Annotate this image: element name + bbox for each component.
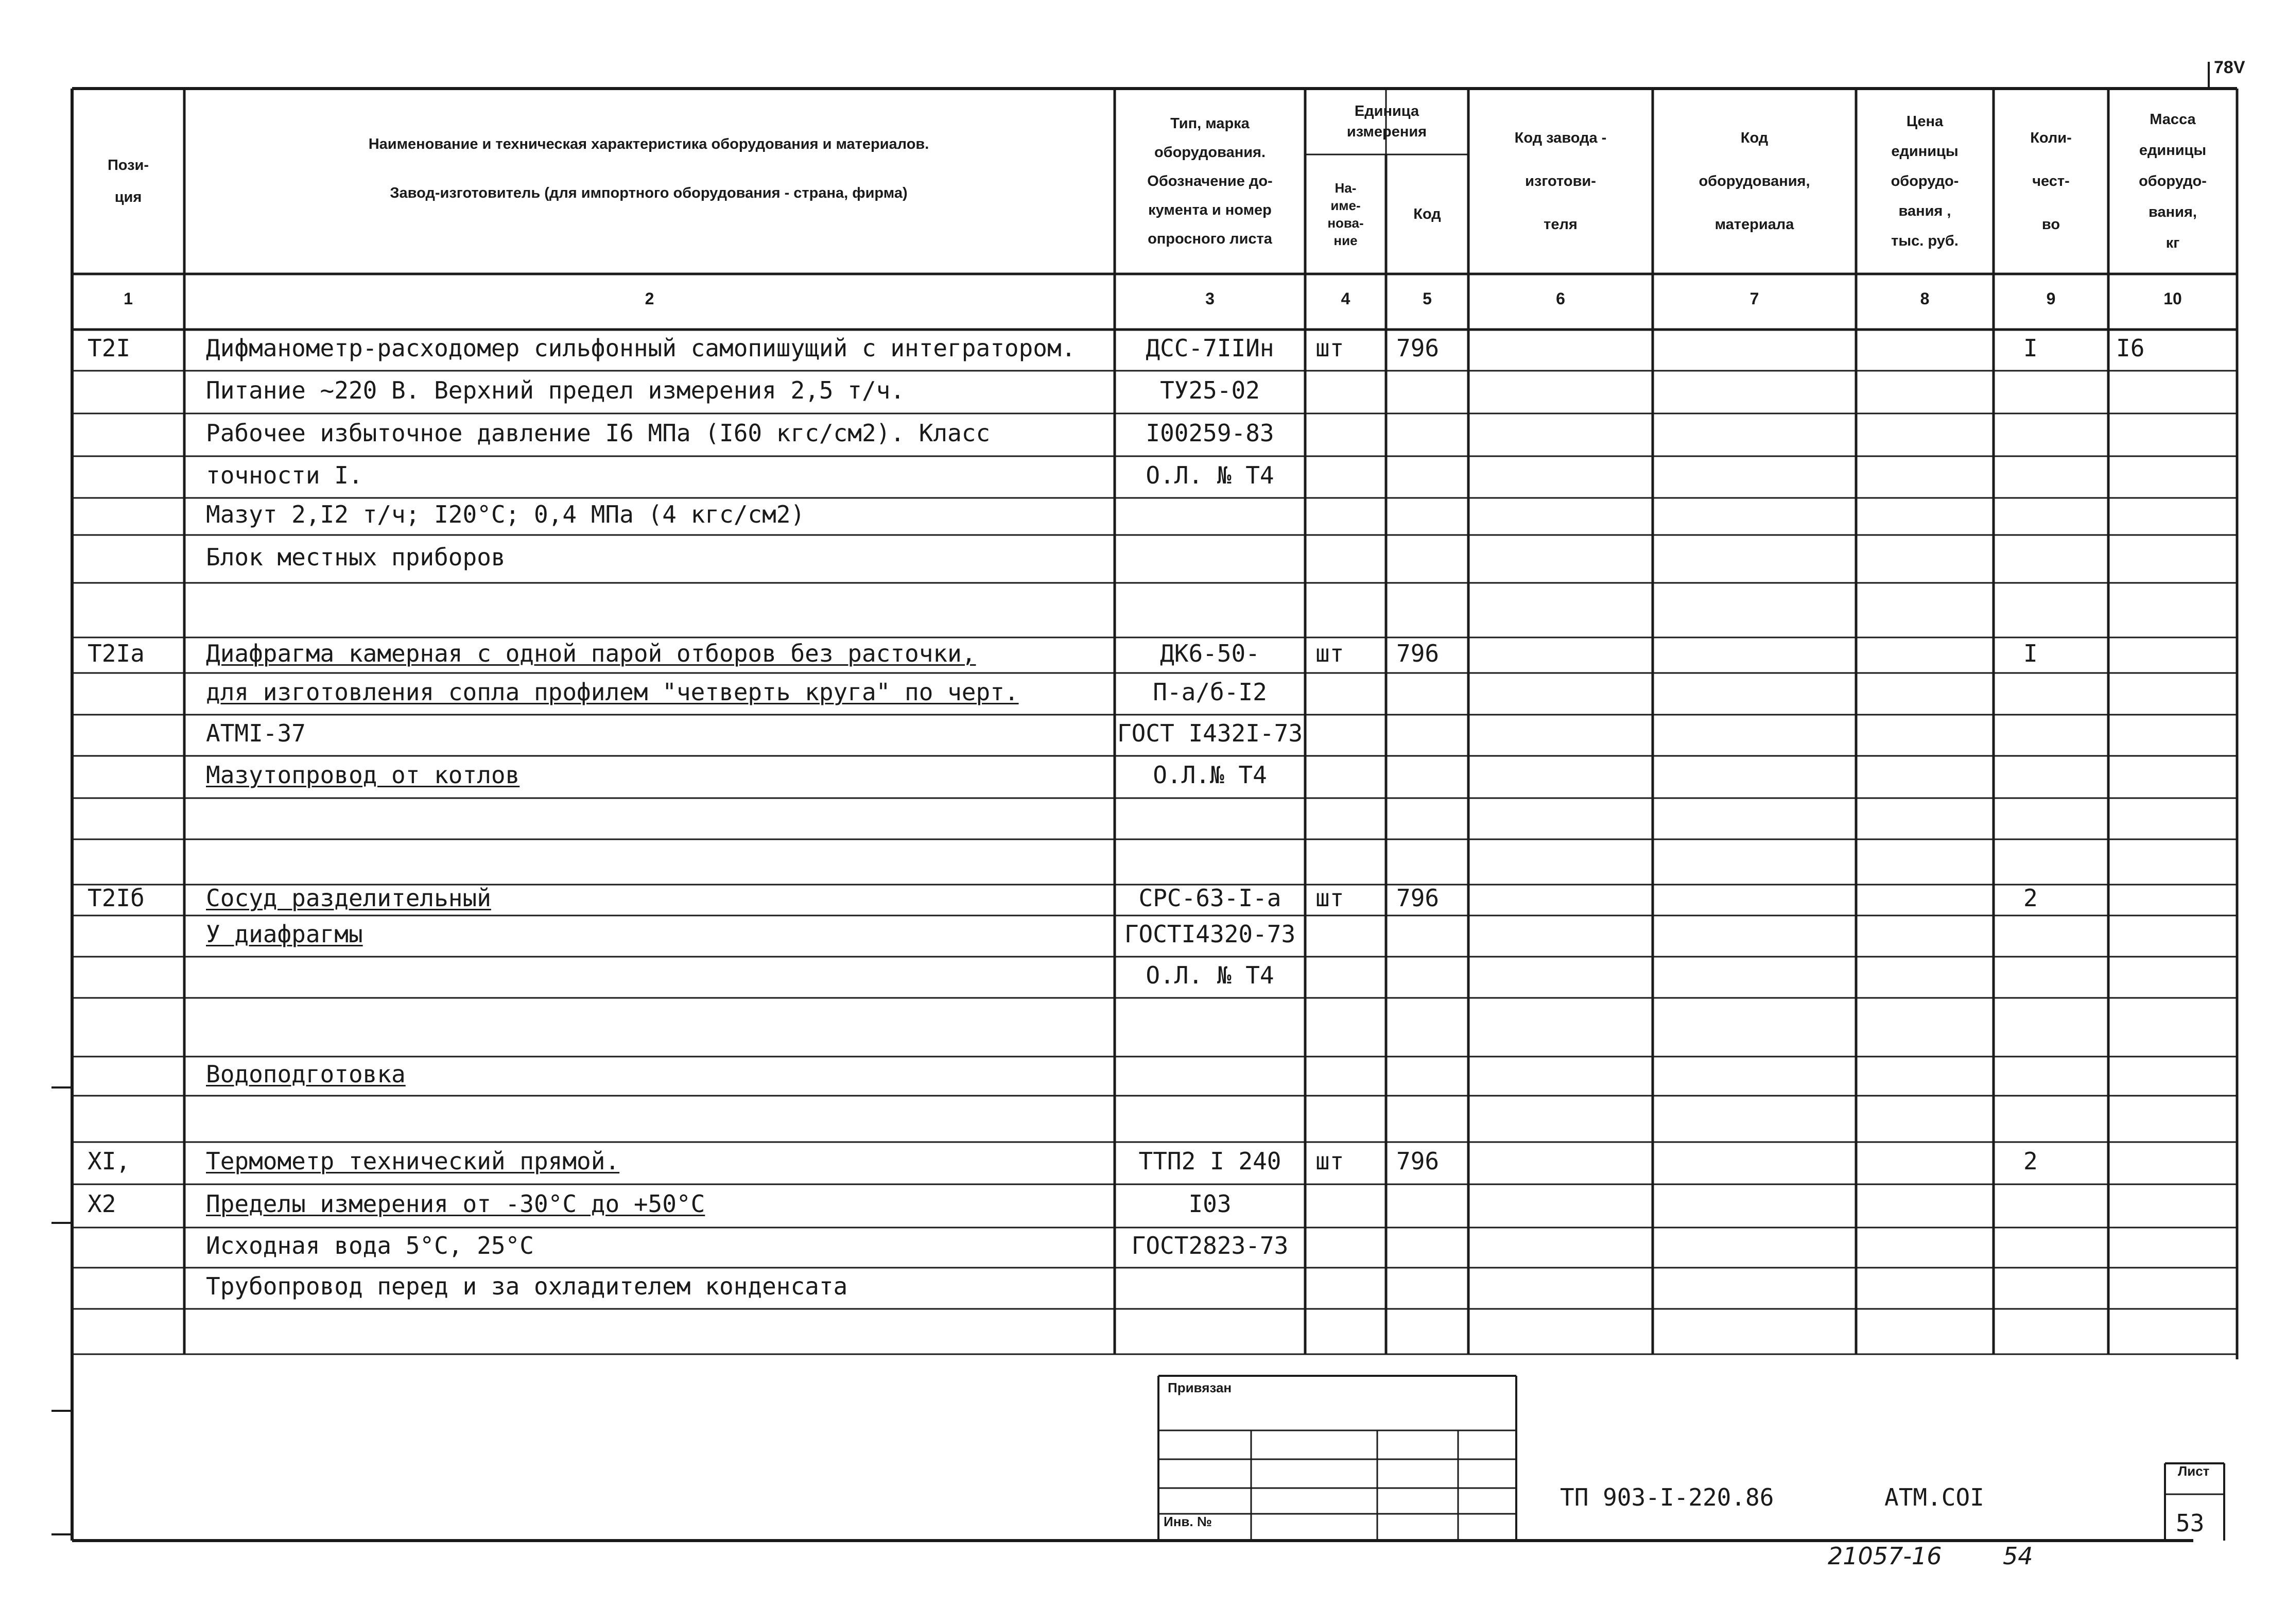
row-name: Водоподготовка	[206, 1060, 406, 1088]
row-type: I00259-83	[1146, 419, 1274, 447]
row-unit-code: 796	[1396, 334, 1440, 362]
row-position: T2I	[88, 334, 131, 362]
column-number-6: 6	[1556, 289, 1565, 308]
header-mass: Масса единицы оборудо- вания, кг	[2139, 111, 2207, 251]
row-type: ГОСТ I432I-73	[1117, 719, 1303, 747]
stamp-doc-code: АТМ.СОI	[1884, 1483, 1984, 1511]
row-type: О.Л. № Т4	[1146, 961, 1274, 989]
row-quantity: 2	[2023, 884, 2038, 912]
header-plant-code: Код завода - изготови- теля	[1514, 130, 1607, 233]
header-unit-code: Код	[1413, 206, 1441, 222]
row-type: I03	[1188, 1190, 1232, 1218]
row-name: У диафрагмы	[206, 920, 363, 948]
row-type: О.Л.№ Т4	[1153, 761, 1267, 789]
row-unit: шт	[1315, 334, 1344, 362]
footer-right-number: 54	[2003, 1542, 2033, 1570]
header-equip-code: Код оборудования, материала	[1699, 130, 1810, 233]
row-name: Питание ~220 В. Верхний предел измерения 2,5 т/ч.	[206, 376, 905, 404]
row-mass: I6	[2116, 334, 2145, 362]
row-type: ДСС-7IIИн	[1146, 334, 1274, 362]
row-name: Пределы измерения от -30°C до +50°C	[206, 1190, 705, 1218]
row-name: точности I.	[206, 461, 363, 489]
header-qty: Коли- чест- во	[2030, 130, 2072, 233]
row-type: СРС-63-I-а	[1138, 884, 1281, 912]
row-unit-code: 796	[1396, 884, 1440, 912]
row-type: ГОСТI4320-73	[1124, 920, 1296, 948]
header-price: Цена единицы оборудо- вания , тыс. руб.	[1891, 113, 1959, 249]
row-type: ГОСТ2823-73	[1131, 1232, 1289, 1259]
stamp-sheet-label: Лист	[2178, 1463, 2210, 1479]
header-name-line2: Завод-изготовитель (для импортного оборудования - страна, фирма)	[390, 185, 908, 201]
column-number-8: 8	[1920, 289, 1930, 308]
row-type: ДК6-50-	[1160, 639, 1260, 667]
header-name-line1: Наименование и техническая характеристика оборудования и материалов.	[368, 136, 929, 152]
row-type: ТУ25-02	[1160, 376, 1260, 404]
stamp-inv: Инв. №	[1164, 1514, 1212, 1529]
header-position: Пози- ция	[107, 157, 149, 205]
row-name: АТМI-37	[206, 719, 306, 747]
column-number-9: 9	[2046, 289, 2056, 308]
corner-mark: 78V	[2214, 58, 2245, 77]
row-position: XI,	[88, 1147, 131, 1175]
row-name: Сосуд разделительный	[206, 884, 491, 912]
row-name: Мазутопровод от котлов	[206, 761, 520, 789]
row-unit: шт	[1315, 884, 1344, 912]
column-number-7: 7	[1749, 289, 1759, 308]
row-type: П-а/б-I2	[1153, 678, 1267, 706]
column-number-10: 10	[2163, 289, 2182, 308]
stamp-sheet-number: 53	[2176, 1509, 2205, 1537]
row-unit-code: 796	[1396, 1147, 1440, 1175]
stamp-doc-number: ТП 903-I-220.86	[1560, 1483, 1774, 1511]
row-quantity: 2	[2023, 1147, 2038, 1175]
row-position: T2Iб	[88, 884, 145, 912]
row-quantity: I	[2023, 334, 2038, 362]
row-position: T2Iа	[88, 639, 145, 667]
row-name: Блок местных приборов	[206, 543, 506, 571]
row-name: Дифманометр-расходомер сильфонный самопишущий с интегратором.	[206, 334, 1076, 362]
row-name: Термометр технический прямой.	[206, 1147, 620, 1175]
row-name: Мазут 2,I2 т/ч; I20°C; 0,4 МПа (4 кгс/см2)	[206, 500, 805, 528]
header-type: Тип, марка оборудования. Обозначение до- кумента и номер опросного листа	[1147, 115, 1273, 247]
row-type: О.Л. № Т4	[1146, 461, 1274, 489]
row-position: X2	[88, 1190, 116, 1218]
column-number-5: 5	[1423, 289, 1432, 308]
column-number-3: 3	[1205, 289, 1215, 308]
header-unit-name: На- име- нова- ние	[1327, 180, 1364, 248]
row-unit: шт	[1315, 639, 1344, 667]
row-name: Диафрагма камерная с одной парой отборов без расточки,	[206, 639, 976, 667]
row-name: Трубопровод перед и за охладителем конденсата	[206, 1272, 848, 1300]
row-name: для изготовления сопла профилем "четверть круга" по черт.	[206, 678, 1019, 706]
column-number-1: 1	[124, 289, 133, 308]
row-quantity: I	[2023, 639, 2038, 667]
column-number-2: 2	[645, 289, 654, 308]
header-unit: Единица измерения	[1346, 103, 1427, 140]
row-unit: шт	[1315, 1147, 1344, 1175]
row-unit-code: 796	[1396, 639, 1440, 667]
row-name: Исходная вода 5°C, 25°C	[206, 1232, 534, 1259]
column-number-4: 4	[1341, 289, 1350, 308]
row-type: ТТП2 I 240	[1138, 1147, 1281, 1175]
footer-left-number: 21057-16	[1828, 1542, 1942, 1570]
row-name: Рабочее избыточное давление I6 МПа (I60 кгс/см2). Класс	[206, 419, 991, 447]
stamp-privyazan: Привязан	[1168, 1380, 1232, 1395]
